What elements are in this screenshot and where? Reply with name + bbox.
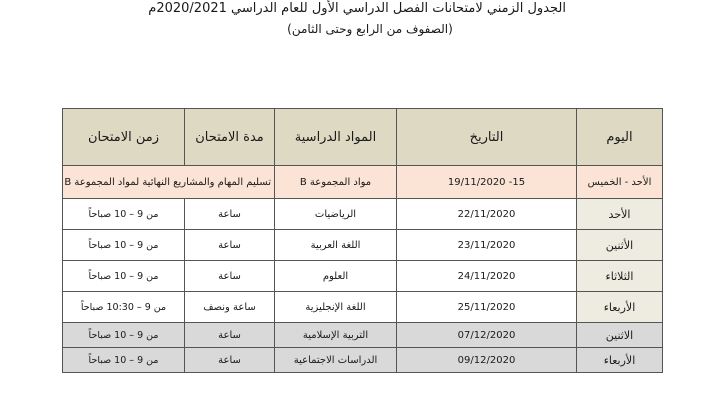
exam-schedule-table <box>62 108 663 373</box>
row-date: 24/11/2020 <box>397 261 577 292</box>
table-row <box>63 323 663 348</box>
row-date: 22/11/2020 <box>397 199 577 230</box>
row-subject: الدراسات الاجتماعية <box>275 348 397 373</box>
header-duration: مدة الامتحان <box>185 109 275 166</box>
header-subjects: المواد الدراسية <box>275 109 397 166</box>
table-row <box>63 199 663 230</box>
header-date: التاريخ <box>397 109 577 166</box>
header-time: زمن الامتحان <box>63 109 185 166</box>
table-row <box>63 348 663 373</box>
row-date: 09/12/2020 <box>397 348 577 373</box>
row-subject: العلوم <box>275 261 397 292</box>
row-subject: اللغة العربية <box>275 230 397 261</box>
group-date: 15- 19/11/2020 <box>397 166 577 199</box>
table-row <box>63 292 663 323</box>
group-subjects: مواد المجموعة B <box>275 166 397 199</box>
group-b-row <box>63 166 663 199</box>
row-date: 25/11/2020 <box>397 292 577 323</box>
row-day: الأربعاء <box>577 292 663 323</box>
row-time: من 9 – 10:30 صباحاً <box>63 292 185 323</box>
row-day: الأثنين <box>577 230 663 261</box>
table-row <box>63 261 663 292</box>
row-day: الأحد <box>577 199 663 230</box>
title-line-1: الجدول الزمني لامتحانات الفصل الدراسي الأول للعام الدراسي 2020/2021م <box>148 1 566 16</box>
row-subject: اللغة الإنجليزية <box>275 292 397 323</box>
table-row <box>63 230 663 261</box>
row-duration: ساعة ونصف <box>185 292 275 323</box>
group-time: تسليم المهام والمشاريع النهائية لمواد المجموعة B <box>63 166 275 199</box>
row-duration: ساعة <box>185 230 275 261</box>
row-time: من 9 – 10 صباحاً <box>63 348 185 373</box>
row-time: من 9 – 10 صباحاً <box>63 230 185 261</box>
row-duration: ساعة <box>185 261 275 292</box>
header-day: اليوم <box>577 109 663 166</box>
row-time: من 9 – 10 صباحاً <box>63 199 185 230</box>
row-subject: الرياضيات <box>275 199 397 230</box>
row-time: من 9 – 10 صباحاً <box>63 261 185 292</box>
row-duration: ساعة <box>185 348 275 373</box>
row-date: 07/12/2020 <box>397 323 577 348</box>
row-time: من 9 – 10 صباحاً <box>63 323 185 348</box>
row-date: 23/11/2020 <box>397 230 577 261</box>
group-day: الأحد - الخميس <box>577 166 663 199</box>
row-subject: التربية الإسلامية <box>275 323 397 348</box>
row-day: الأربعاء <box>577 348 663 373</box>
row-duration: ساعة <box>185 323 275 348</box>
table-header-row <box>63 109 663 166</box>
row-day: الاثنين <box>577 323 663 348</box>
title-line-2: (الصفوف من الرابع وحتى الثامن) <box>287 22 453 36</box>
row-duration: ساعة <box>185 199 275 230</box>
row-day: الثلاثاء <box>577 261 663 292</box>
